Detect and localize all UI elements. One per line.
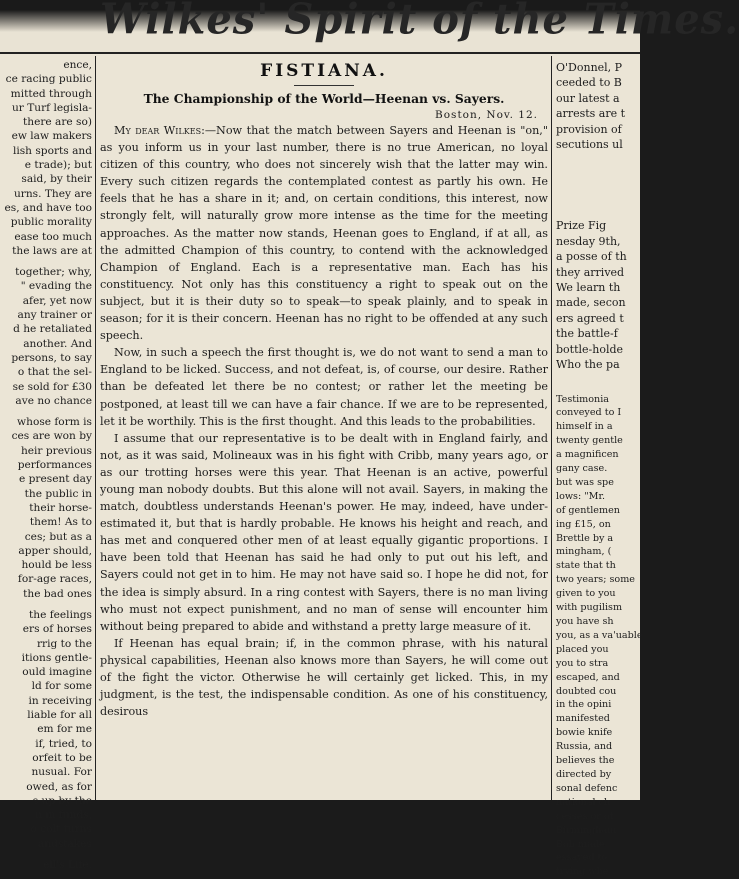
column-gap xyxy=(0,408,92,415)
left-column-line: e trade); but xyxy=(24,159,92,172)
right-column-line: conveyed to I xyxy=(556,407,622,419)
right-column-line: Russia, and xyxy=(556,741,613,753)
left-column-line: s up by the xyxy=(32,794,92,807)
column-gap xyxy=(0,601,92,608)
left-column-line: ces; but as a xyxy=(24,530,92,543)
left-column-line: lish sports and xyxy=(12,144,92,157)
left-column-line: ence, xyxy=(63,59,92,71)
article-headline: FISTIANA. xyxy=(260,61,388,81)
right-column-line: secutions ul xyxy=(556,138,623,152)
right-column-line: our latest a xyxy=(556,91,620,105)
left-column-line: said, by their xyxy=(21,173,92,186)
left-column-line: ew law makers xyxy=(11,130,92,143)
left-column-line: urns. They are xyxy=(13,187,92,200)
left-column-line: public morality xyxy=(10,216,92,229)
right-column-line: you to stra xyxy=(556,657,609,669)
left-column-line: owed, as for xyxy=(26,780,92,793)
column-rule-left xyxy=(95,56,96,800)
headline-rule xyxy=(294,85,354,86)
article-dateline: Boston, Nov. 12. xyxy=(435,109,538,121)
left-column-line: for-age races, xyxy=(17,573,92,586)
masthead-title: Wilkes' Spirit of the Times. xyxy=(100,0,739,45)
right-column-line: arrests are t xyxy=(556,107,626,121)
right-column-line: ceeded to B xyxy=(556,76,622,90)
left-column-line: ces are won by xyxy=(11,430,92,443)
paragraph-2: Now, in such a speech the first thought is, we do not want to send a man to England to be licked. Success, and not defeat, is, of course, our desire. Rather than be defeated let there be no contest; or rather let the meeting be postponed, at least till we can have a fair chance. If we are to be represented, let it be worthily. This is the first thought. And this leads to the probabilities. xyxy=(100,346,548,428)
left-column-line: ave no chance xyxy=(15,394,92,407)
right-column-line: the battle-f xyxy=(556,327,618,341)
left-column-line: ease too much xyxy=(14,230,92,243)
right-column-line: escaped, and xyxy=(556,671,620,683)
left-column xyxy=(0,58,92,872)
left-column-line: afer, yet now xyxy=(22,294,92,307)
right-column-line: a posse of th xyxy=(556,250,627,264)
right-column-line: they arrived xyxy=(556,265,625,279)
left-column-line: their horse- xyxy=(29,501,92,514)
article-subhead: The Championship of the World—Heenan vs. Sayers. xyxy=(143,91,505,106)
right-column-line: Birmingham xyxy=(556,824,617,836)
left-column-line: there are so) xyxy=(22,116,92,129)
left-column-line: if, tried, to xyxy=(35,737,92,750)
right-column-line: believes the xyxy=(556,755,615,767)
right-column xyxy=(556,60,643,878)
left-column-line: heir previous xyxy=(20,444,92,457)
right-column-line: national ch xyxy=(556,796,611,808)
left-column-line: ld for some xyxy=(31,680,92,693)
article-body xyxy=(100,122,548,720)
right-column-line: with pugilism xyxy=(556,602,623,614)
left-column-line: o that the sel- xyxy=(17,366,92,379)
left-column-line: ell's Life. xyxy=(43,859,92,872)
right-column-line: We learn th xyxy=(556,281,621,295)
left-column-line: whose form is xyxy=(17,416,92,429)
right-column-line: two years; some xyxy=(556,574,635,586)
right-column-line: essayed to xyxy=(556,852,608,864)
left-column-line: e present day xyxy=(19,473,92,486)
right-column-line: Brettle by a xyxy=(556,532,614,544)
right-column-line: himself in a xyxy=(556,421,613,433)
left-column-line: performances xyxy=(17,459,92,472)
left-column-line: another. And xyxy=(23,337,92,350)
left-column-line: liable for all xyxy=(27,709,92,722)
left-column-line: o colt turns xyxy=(30,823,92,836)
right-column-line: ing £15, on xyxy=(556,518,611,530)
article-column xyxy=(100,60,548,800)
right-column-line: cesses or ot xyxy=(556,810,614,822)
paragraph-1-text: —Now that the match between Sayers and Heenan is "on," as you inform us in your last number, there is no true American, no loyal citizen of this country, who does not sincerely wish that the latter may win. Every such citizen regards the contemplated contest as partly his own. He feels that he has a share in it; and, on certain conditions, this interest, now strongly felt, will naturally grow more intense as the time for the meeting approaches. As the matter now stands, Heenan goes to England, if at all, as the admitted Champion of this country, to contend with the acknowledged Champion of England. Each is a representative man. Each has his constituency. Not only has this constituency a right to speak out on the subject, but it is their duty so to speak—to speak plainly, and to speak in season; for it is their concern. Heenan has no right to be offended at any such speech. xyxy=(100,124,548,343)
right-column-line: a magnificen xyxy=(556,449,619,461)
column-gap xyxy=(0,258,92,265)
left-column-line: ce racing public xyxy=(5,73,92,86)
left-column-line: ur Turf legisla- xyxy=(11,101,92,114)
masthead-rule xyxy=(0,52,640,54)
column-rule-right xyxy=(551,56,552,800)
masthead xyxy=(0,0,739,54)
left-column-line: itions gentle- xyxy=(21,651,92,664)
left-column-line: ould imagine xyxy=(22,666,92,679)
right-column-line: Testimonia xyxy=(556,393,610,405)
left-column-line: orfeit to be xyxy=(32,751,92,764)
left-column-line: es, and have too xyxy=(4,201,92,214)
right-column-line: doubted cou xyxy=(556,685,617,697)
right-column-line: placed you xyxy=(556,643,609,655)
right-column-line: of gentlemen xyxy=(556,504,620,516)
left-column-line: apper should, xyxy=(18,544,92,557)
right-column-line: manifested xyxy=(556,713,610,725)
left-column-line: the laws are at xyxy=(12,244,92,257)
right-column-line: but was spe xyxy=(556,476,614,488)
right-column-line: sonal defenc xyxy=(556,782,618,794)
left-column-line: andstakes xyxy=(37,837,92,850)
paragraph-3: I assume that our representative is to be dealt with in England fairly, and not, as it was said, Molineaux was in his fight with Cribb, many years ago, or as our trotting horses were this year. That Heenan is an active, powerful young man nobody doubts. But this alone will not avail. Sayers, in making the match, doubtless understands Heenan's power. He may, indeed, have under-estimated it, but that is hardly probable. He knows his height and reach, and has met and conquered other men of at least equally gigantic proportions. I have been told that Heenan has said he had only to put out his left, and Sayers could not get in to him. He may not have said so. I hope he did not, for the idea is simply absurd. In a ring contest with Sayers, there is no man living who must not expect punishment, and no man of sense will encounter him without being prepared to abide and withstand a pretty large measure of it. xyxy=(100,431,548,633)
left-column-line: em for me xyxy=(37,723,92,736)
left-column-line: any trainer or xyxy=(17,309,92,322)
left-column-line: them! As to xyxy=(29,516,92,529)
right-column-line: nesday 9th, xyxy=(556,234,621,248)
right-column-line: gany case. xyxy=(556,463,608,475)
right-column-line: O'Donnel, P xyxy=(556,61,623,74)
right-column-line: bottle-holde xyxy=(556,342,624,356)
left-column-line: " evading the xyxy=(20,280,92,293)
left-column-line: n in funds, xyxy=(35,809,92,822)
left-column-line: the bad ones xyxy=(23,587,92,600)
left-column-line: ers of horses xyxy=(22,623,92,636)
right-column-line: trying whe xyxy=(556,866,609,878)
right-column-line: bowie knife xyxy=(556,727,613,739)
right-column-line: Who the pa xyxy=(556,358,620,372)
salutation: My dear Wilkes: xyxy=(114,124,205,137)
right-column-line: provision of xyxy=(556,122,622,136)
right-column-line: ers agreed t xyxy=(556,311,624,325)
right-column-line: state that th xyxy=(556,560,616,572)
right-column-line: directed by xyxy=(556,768,612,780)
right-column-line: Bob made xyxy=(556,838,605,850)
left-column-line: rrig to the xyxy=(36,637,92,650)
right-column-line: twenty gentle xyxy=(556,435,623,447)
column-gap xyxy=(0,851,92,858)
left-column-line: se sold for £30 xyxy=(12,380,92,393)
right-column-line: given to you xyxy=(556,588,616,600)
paragraph-4: If Heenan has equal brain; if, in the common phrase, with his natural physical capabilities, Heenan also knows more than Sayers, he will come out of the fight the victor. Otherwise he will certainly get licked. This, in my judgment, is the test, the indispensable condition. As one of his constituency, desirous xyxy=(100,636,548,719)
left-column-line: hould be less xyxy=(21,559,92,572)
right-column-line: in the opini xyxy=(556,699,612,711)
left-column-line: the public in xyxy=(24,487,92,500)
left-column-line: mitted through xyxy=(10,87,92,100)
left-column-line: d he retaliated xyxy=(13,323,92,336)
left-column-line: persons, to say xyxy=(11,351,92,364)
column-gap xyxy=(556,152,640,218)
right-column-line: lows: "Mr. xyxy=(556,490,606,502)
right-column-line: made, secon xyxy=(556,296,626,310)
paragraph-1 xyxy=(100,122,548,344)
right-column-line: mingham, ( xyxy=(556,546,612,558)
right-column-line: you, as a va'uable xyxy=(556,629,643,641)
right-column-line: Prize Fig xyxy=(556,219,607,233)
column-gap xyxy=(556,373,640,393)
left-column-line: together; why, xyxy=(15,266,92,279)
left-column-line: nusual. For xyxy=(31,766,92,779)
left-column-line: the feelings xyxy=(29,608,92,621)
right-column-line: you have sh xyxy=(556,616,614,627)
left-column-line: in receiving xyxy=(28,694,92,707)
